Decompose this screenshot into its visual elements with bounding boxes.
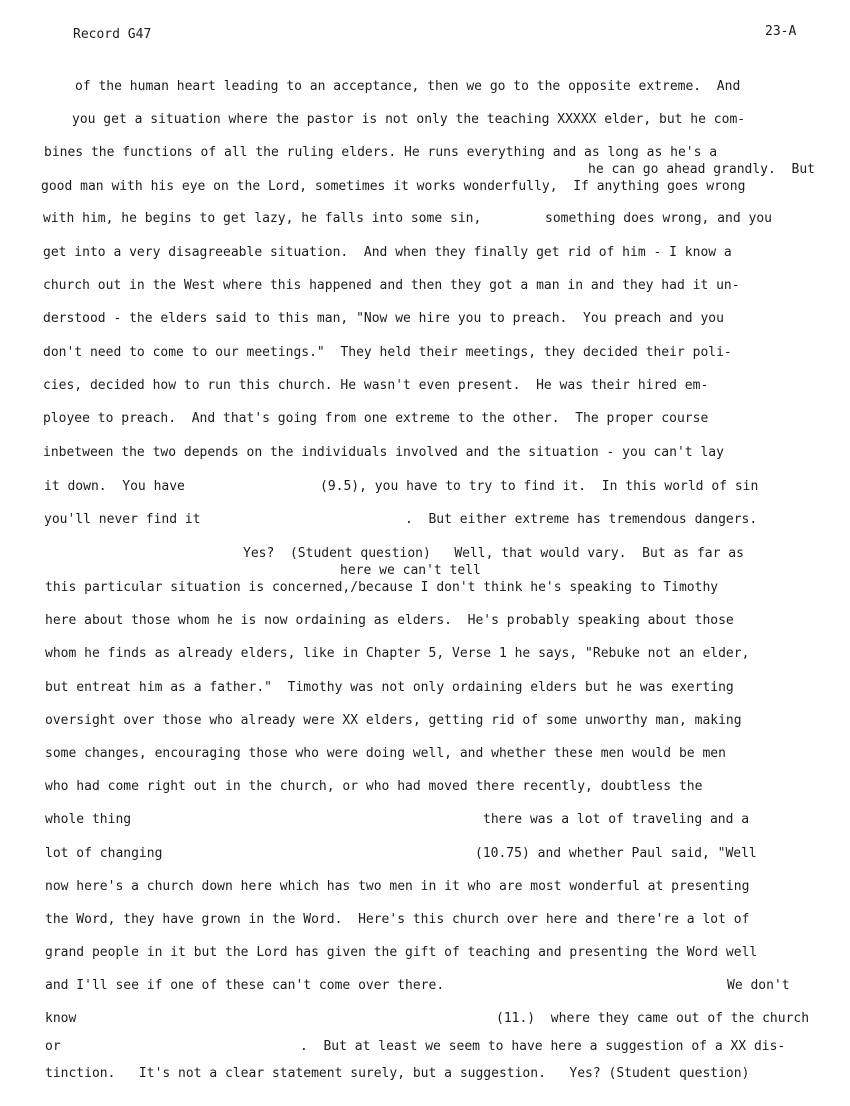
text-segment: . But either extreme has tremendous dangers. xyxy=(405,512,758,527)
text-segment: good man with his eye on the Lord, sometimes it works wonderfully, If anything goes wrong xyxy=(41,179,746,194)
text-segment: We don't xyxy=(727,978,790,993)
text-line xyxy=(0,309,850,329)
text-segment: bines the functions of all the ruling elders. He runs everything and as long as he's a xyxy=(44,145,718,160)
text-segment: (11.) where they came out of the church xyxy=(496,1011,810,1026)
text-line xyxy=(0,409,850,429)
text-segment: here about those whom he is now ordaining as elders. He's probably speaking about those xyxy=(45,613,734,628)
text-segment: get into a very disagreeable situation. And when they finally get rid of him - I know a xyxy=(43,245,732,260)
text-line xyxy=(0,976,850,996)
text-segment: this particular situation is concerned,/because I don't think he's speaking to Timothy xyxy=(45,580,719,595)
text-line xyxy=(0,744,850,764)
text-line xyxy=(0,1064,850,1084)
text-line xyxy=(0,343,850,363)
record-label: Record G47 xyxy=(73,27,152,42)
text-segment: (10.75) and whether Paul said, "Well xyxy=(475,846,757,861)
text-segment: ployee to preach. And that's going from one extreme to the other. The proper course xyxy=(43,411,709,426)
page-number: 23-A xyxy=(765,24,797,39)
text-segment: (9.5), you have to try to find it. In this world of sin xyxy=(320,479,759,494)
text-segment: grand people in it but the Lord has given the gift of teaching and presenting the Word well xyxy=(45,945,758,960)
text-segment: you'll never find it xyxy=(44,512,201,527)
text-segment: . But at least we seem to have here a suggestion of a XX dis- xyxy=(300,1039,786,1054)
text-segment: whole thing xyxy=(45,812,132,827)
text-line xyxy=(0,209,850,229)
text-line xyxy=(0,443,850,463)
text-segment: there was a lot of traveling and a xyxy=(483,812,750,827)
text-line xyxy=(0,943,850,963)
text-segment: or xyxy=(45,1039,61,1054)
text-segment: but entreat him as a father." Timothy was not only ordaining elders but he was exerting xyxy=(45,680,734,695)
text-line xyxy=(0,77,850,97)
text-line xyxy=(0,376,850,396)
text-line xyxy=(0,177,850,197)
text-segment: with him, he begins to get lazy, he falls into some sin, xyxy=(43,211,482,226)
text-segment: know xyxy=(45,1011,77,1026)
text-line xyxy=(0,1037,850,1057)
text-segment: tinction. It's not a clear statement surely, but a suggestion. Yes? (Student question) xyxy=(45,1066,750,1081)
text-segment: it down. You have xyxy=(44,479,185,494)
text-line xyxy=(0,678,850,698)
text-line xyxy=(0,110,850,130)
text-segment: Yes? (Student question) Well, that would vary. But as far as xyxy=(243,546,744,561)
text-line xyxy=(0,243,850,263)
text-segment: some changes, encouraging those who were doing well, and whether these men would be men xyxy=(45,746,726,761)
text-segment: whom he finds as already elders, like in Chapter 5, Verse 1 he says, "Rebuke not an elder, xyxy=(45,646,750,661)
text-line xyxy=(0,777,850,797)
text-line xyxy=(0,910,850,930)
text-line xyxy=(0,510,850,530)
text-line xyxy=(0,276,850,296)
text-line xyxy=(0,578,850,598)
text-segment: derstood - the elders said to this man, "Now we hire you to preach. You preach and you xyxy=(43,311,724,326)
text-line xyxy=(0,1009,850,1029)
text-segment: he can go ahead grandly. But xyxy=(588,162,815,177)
text-segment: here we can't tell xyxy=(340,563,481,578)
text-segment: church out in the West where this happened and then they got a man in and they had it un- xyxy=(43,278,740,293)
text-segment: the Word, they have grown in the Word. Here's this church over here and there're a lot of xyxy=(45,912,750,927)
text-line xyxy=(0,877,850,897)
text-line xyxy=(0,844,850,864)
text-segment: of the human heart leading to an acceptance, then we go to the opposite extreme. And xyxy=(75,79,741,94)
text-line xyxy=(0,810,850,830)
text-segment: and I'll see if one of these can't come over there. xyxy=(45,978,445,993)
text-segment: who had come right out in the church, or who had moved there recently, doubtless the xyxy=(45,779,703,794)
text-segment: something does wrong, and you xyxy=(545,211,772,226)
text-segment: inbetween the two depends on the individuals involved and the situation - you can't lay xyxy=(43,445,724,460)
text-segment: cies, decided how to run this church. He wasn't even present. He was their hired em- xyxy=(43,378,709,393)
text-line xyxy=(0,711,850,731)
text-segment: you get a situation where the pastor is not only the teaching XXXXX elder, but he com- xyxy=(72,112,746,127)
text-segment: don't need to come to our meetings." They held their meetings, they decided their poli- xyxy=(43,345,732,360)
text-line xyxy=(0,644,850,664)
text-segment: oversight over those who already were XX elders, getting rid of some unworthy man, making xyxy=(45,713,742,728)
text-segment: lot of changing xyxy=(45,846,163,861)
text-line xyxy=(0,611,850,631)
text-line xyxy=(0,477,850,497)
text-segment: now here's a church down here which has two men in it who are most wonderful at presenting xyxy=(45,879,750,894)
